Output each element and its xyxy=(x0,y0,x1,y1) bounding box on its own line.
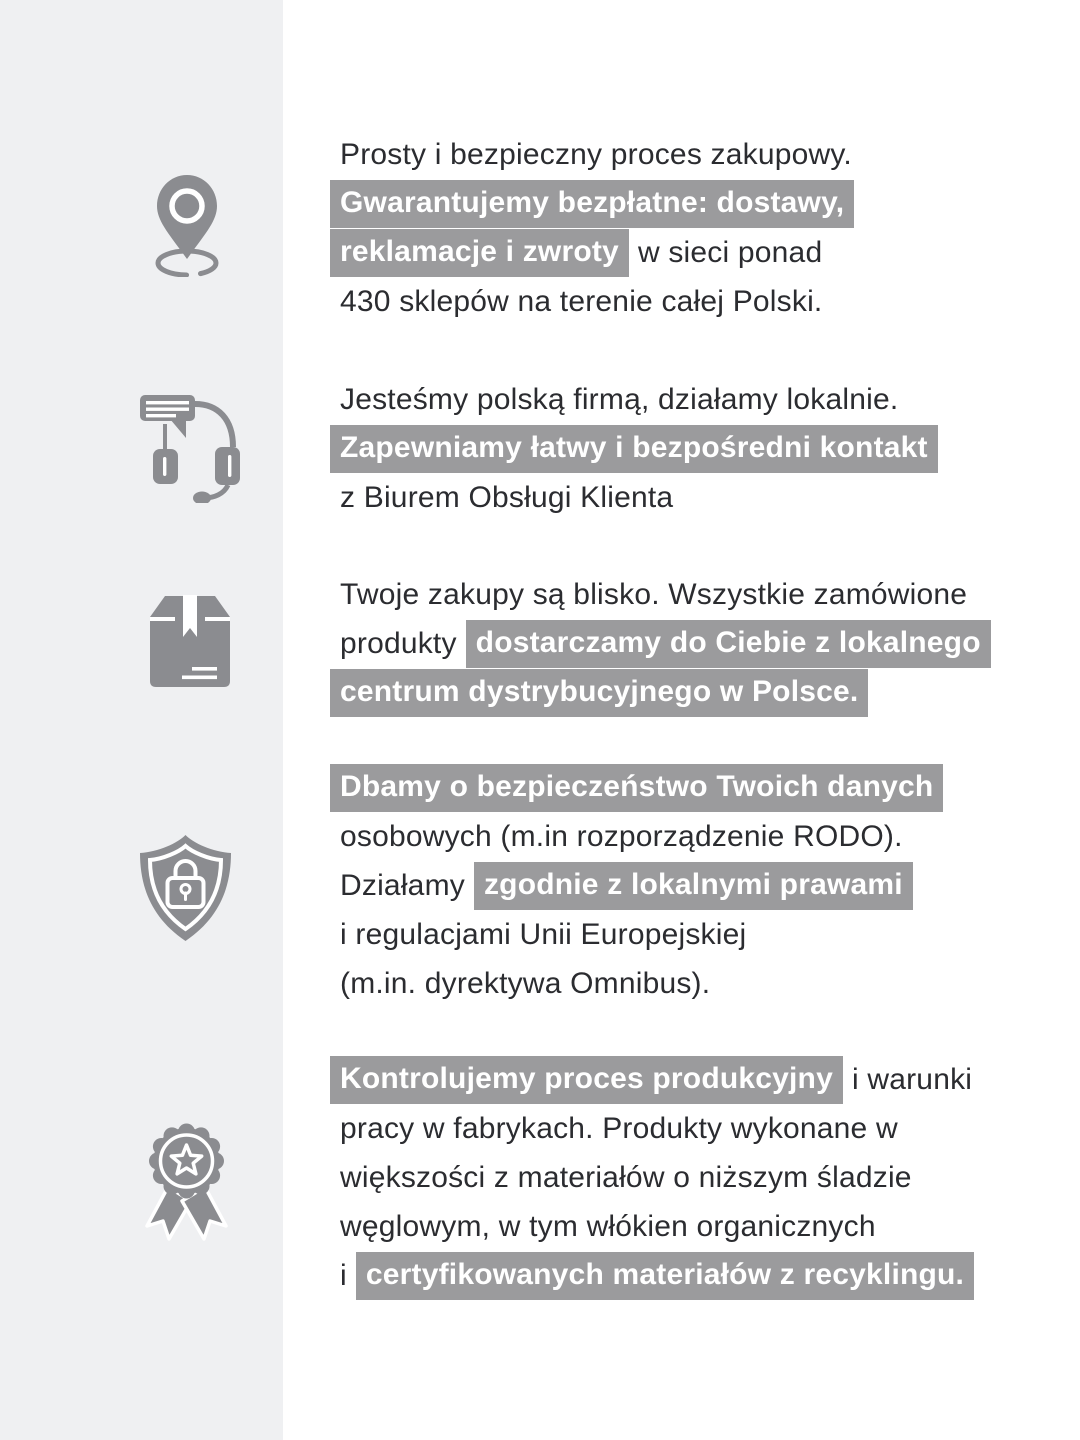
text-line xyxy=(340,179,1060,228)
plain-text: Działamy xyxy=(340,868,465,902)
location-pin-icon xyxy=(154,173,220,277)
plain-text: w sieci ponad xyxy=(637,235,823,269)
text-line xyxy=(340,277,1060,326)
plain-text: Jesteśmy polską firmą, działamy lokalnie. xyxy=(340,382,899,416)
plain-text: (m.in. dyrektywa Omnibus). xyxy=(340,966,711,1000)
plain-text: 430 sklepów na terenie całej Polski. xyxy=(340,284,823,318)
highlighted-text: Gwarantujemy bezpłatne: dostawy, xyxy=(330,180,854,228)
award-ribbon-icon xyxy=(135,1123,238,1245)
text-line xyxy=(340,812,1060,861)
text-line xyxy=(340,1055,1060,1104)
plain-text: węglowym, w tym włókien organicznych xyxy=(340,1209,876,1243)
benefit-section-location-pin xyxy=(340,130,1060,326)
plain-text: pracy w fabrykach. Produkty wykonane w xyxy=(340,1111,898,1145)
shield-lock-icon xyxy=(133,833,238,943)
text-line xyxy=(340,619,1060,668)
text-line xyxy=(340,959,1060,1008)
highlighted-text: Kontrolujemy proces produkcyjny xyxy=(330,1056,843,1104)
text-line xyxy=(340,375,1060,424)
plain-text: i regulacjami Unii Europejskiej xyxy=(340,917,747,951)
text-line xyxy=(340,228,1060,277)
text-line xyxy=(340,1202,1060,1251)
plain-text: i warunki xyxy=(851,1062,973,1096)
plain-text: większości z materiałów o niższym śladzie xyxy=(340,1160,912,1194)
plain-text: i xyxy=(340,1258,347,1292)
plain-text: z Biurem Obsługi Klienta xyxy=(340,480,674,514)
text-line xyxy=(340,130,1060,179)
headset-chat-icon xyxy=(140,393,240,503)
highlighted-text: Zapewniamy łatwy i bezpośredni kontakt xyxy=(330,425,938,473)
benefit-section-shield-lock xyxy=(340,763,1060,1008)
plain-text: produkty xyxy=(340,626,457,660)
highlighted-text: reklamacje i zwroty xyxy=(330,229,629,277)
text-line xyxy=(340,1251,1060,1300)
highlighted-text: dostarczamy do Ciebie z lokalnego xyxy=(466,620,991,668)
package-box-icon xyxy=(150,594,230,694)
plain-text: osobowych (m.in rozporządzenie RODO). xyxy=(340,819,903,853)
highlighted-text: Dbamy o bezpieczeństwo Twoich danych xyxy=(330,764,943,812)
text-line xyxy=(340,763,1060,812)
text-line xyxy=(340,473,1060,522)
highlighted-text: certyfikowanych materiałów z recyklingu. xyxy=(356,1252,974,1300)
text-line xyxy=(340,570,1060,619)
text-line xyxy=(340,1153,1060,1202)
text-line xyxy=(340,861,1060,910)
text-line xyxy=(340,1104,1060,1153)
icon-sidebar xyxy=(0,0,283,1440)
highlighted-text: zgodnie z lokalnymi prawami xyxy=(474,862,913,910)
benefit-section-package-box xyxy=(340,570,1060,717)
plain-text: Twoje zakupy są blisko. Wszystkie zamówione xyxy=(340,577,968,611)
text-line xyxy=(340,668,1060,717)
benefit-section-award-ribbon xyxy=(340,1055,1060,1300)
plain-text: Prosty i bezpieczny proces zakupowy. xyxy=(340,137,852,171)
benefit-section-headset-chat xyxy=(340,375,1060,522)
highlighted-text: centrum dystrybucyjnego w Polsce. xyxy=(330,669,868,717)
text-line xyxy=(340,424,1060,473)
text-line xyxy=(340,910,1060,959)
